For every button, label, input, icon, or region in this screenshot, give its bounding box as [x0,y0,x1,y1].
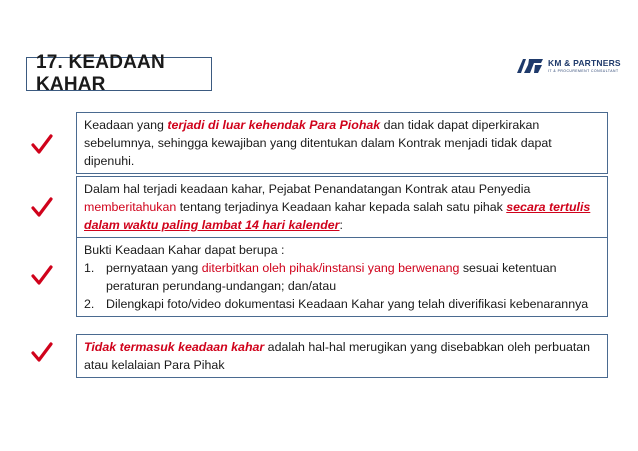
box4-highlight: Tidak termasuk keadaan kahar [84,340,265,354]
box1-text: Keadaan yang [84,118,168,132]
list-item [84,295,600,313]
logo-name: KM & PARTNERS [548,58,621,69]
evidence-box [76,237,608,317]
box2-highlight-2: secara tertulis dalam waktu paling lambat 14 hari kalender [84,200,591,232]
box1-highlight: terjadi di luar kehendak Para Piohak [167,118,381,132]
item2-text: Dilengkapi foto/video dokumentasi Keadaan Kahar yang telah diverifikasi kebenarannya [106,297,589,311]
page-title: 17. KEADAAN KAHAR [26,57,212,91]
list-number: 2. [84,297,95,311]
definition-box [76,112,608,174]
list-number: 1. [84,261,95,275]
check-icon [30,196,54,218]
km-logo-icon [516,58,544,74]
box1-text-2: dan tidak dapat diperkirakan sebelumnya, sehingga kewajiban yang ditentukan dalam Kontrak menjadi tidak dapat dipenuhi. [84,118,552,168]
item1-text-2: sesuai ketentuan peraturan perundang-undangan; dan/atau [106,261,557,293]
check-icon [30,133,54,155]
evidence-list [84,259,600,313]
logo-tagline: IT & PROCUREMENT CONSULTANT [548,68,619,73]
item1-text: pernyataan yang [106,261,202,275]
notification-box [76,176,608,238]
box2-text-2: tentang terjadinya Keadaan kahar kepada salah satu pihak [176,200,507,214]
company-logo [516,55,621,77]
list-item [84,259,600,295]
box4-text: adalah hal-hal merugikan yang disebabkan oleh perbuatan atau kelalaian Para Pihak [84,340,591,372]
check-icon [30,264,54,286]
exclusion-box [76,334,608,378]
box2-highlight: memberitahukan [84,200,177,214]
evidence-intro: Bukti Keadaan Kahar dapat berupa : [84,243,285,257]
item1-highlight: diterbitkan oleh pihak/instansi yang berwenang [201,261,460,275]
box2-text-3: : [339,218,343,232]
check-icon [30,341,54,363]
box2-text: Dalam hal terjadi keadaan kahar, Pejabat Penandatangan Kontrak atau Penyedia [84,182,531,196]
